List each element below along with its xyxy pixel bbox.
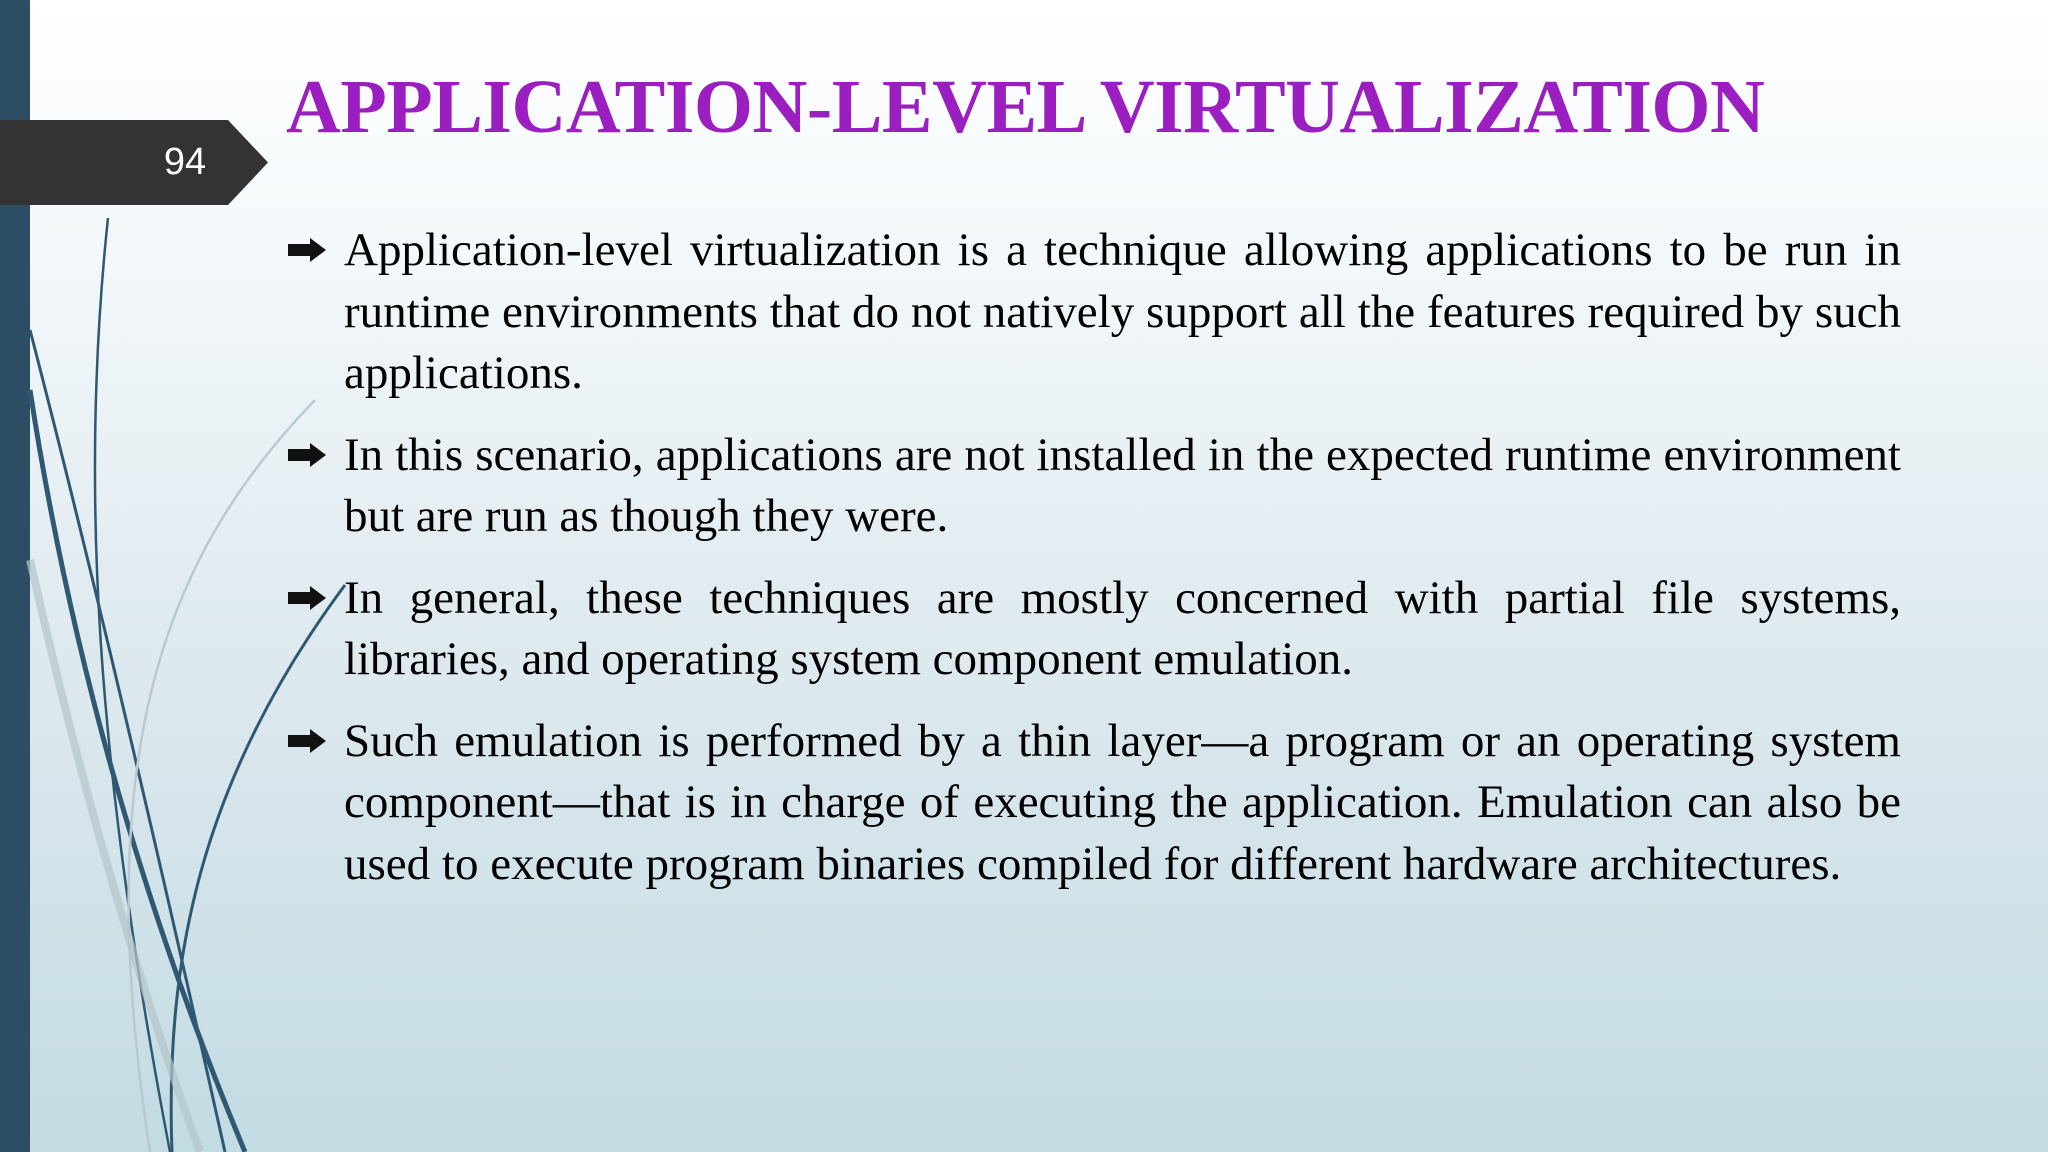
bullet-text: In general, these techniques are mostly concerned with partial file systems, libraries, and operating system component emulation.: [344, 571, 1901, 685]
arrow-right-icon: [286, 584, 328, 612]
arrow-right-icon: [286, 441, 328, 469]
bullet-item: [286, 425, 1901, 548]
bullet-text: In this scenario, applications are not installed in the expected runtime environment but are run as though they were.: [344, 428, 1901, 542]
bullet-item: [286, 568, 1901, 691]
bullet-item: [286, 220, 1901, 405]
arrow-right-icon: [286, 727, 328, 755]
slide-title: APPLICATION-LEVEL VIRTUALIZATION: [286, 65, 1765, 149]
arrow-right-icon: [286, 236, 328, 264]
bullet-text: Such emulation is performed by a thin layer—a program or an operating system component—that is in charge of executing the application. Emulation can also be used to execute program binaries compiled for different hardware architectures.: [344, 714, 1901, 890]
bullet-text: Application-level virtualization is a technique allowing applications to be run in runtime environments that do not natively support all the features required by such applications.: [344, 224, 1901, 399]
bullet-item: [286, 711, 1901, 896]
slide-number: 94: [163, 141, 207, 183]
bullet-list: [286, 220, 1901, 915]
